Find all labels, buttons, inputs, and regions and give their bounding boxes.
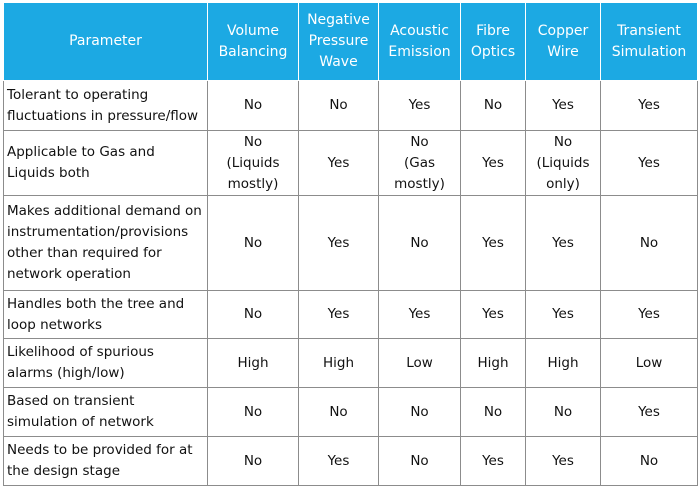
cell-fibre-optics: No [461,81,526,131]
table-row [4,291,698,339]
header-transient-simulation: Transient Simulation [601,3,698,81]
table-row [4,196,698,291]
table-row [4,388,698,437]
cell-fibre-optics: Yes [461,196,526,291]
cell-acoustic-emission: No [379,388,461,437]
header-negative-pressure-wave: Negative Pressure Wave [299,3,379,81]
cell-negative-pressure-wave: Yes [299,196,379,291]
cell-negative-pressure-wave: Yes [299,131,379,196]
table-row [4,131,698,196]
cell-negative-pressure-wave: Yes [299,291,379,339]
header-acoustic-emission: Acoustic Emission [379,3,461,81]
table-row [4,81,698,131]
header-copper-wire: Copper Wire [526,3,601,81]
table-row [4,339,698,388]
cell-acoustic-emission: Yes [379,291,461,339]
cell-copper-wire: Yes [526,196,601,291]
cell-transient-simulation: No [601,437,698,486]
cell-transient-simulation: Yes [601,291,698,339]
row-parameter: Makes additional demand on instrumentation/provisions other than required for network operation [4,196,208,291]
comparison-table [3,2,698,486]
cell-copper-wire: High [526,339,601,388]
cell-volume-balancing: No [208,81,299,131]
cell-negative-pressure-wave: No [299,388,379,437]
cell-volume-balancing: No [208,196,299,291]
header-fibre-optics: Fibre Optics [461,3,526,81]
cell-acoustic-emission: No (Gas mostly) [379,131,461,196]
row-parameter: Tolerant to operating fluctuations in pressure/flow [4,81,208,131]
cell-negative-pressure-wave: Yes [299,437,379,486]
cell-transient-simulation: Yes [601,388,698,437]
cell-acoustic-emission: Yes [379,81,461,131]
cell-volume-balancing: High [208,339,299,388]
cell-copper-wire: Yes [526,437,601,486]
cell-copper-wire: No (Liquids only) [526,131,601,196]
cell-transient-simulation: No [601,196,698,291]
cell-transient-simulation: Yes [601,81,698,131]
cell-copper-wire: Yes [526,81,601,131]
header-volume-balancing: Volume Balancing [208,3,299,81]
cell-acoustic-emission: No [379,196,461,291]
cell-fibre-optics: Yes [461,131,526,196]
cell-negative-pressure-wave: High [299,339,379,388]
row-parameter: Likelihood of spurious alarms (high/low) [4,339,208,388]
cell-negative-pressure-wave: No [299,81,379,131]
cell-transient-simulation: Low [601,339,698,388]
cell-volume-balancing: No (Liquids mostly) [208,131,299,196]
cell-volume-balancing: No [208,388,299,437]
cell-acoustic-emission: Low [379,339,461,388]
cell-fibre-optics: High [461,339,526,388]
table-row [4,437,698,486]
row-parameter: Based on transient simulation of network [4,388,208,437]
cell-fibre-optics: No [461,388,526,437]
cell-volume-balancing: No [208,437,299,486]
row-parameter: Handles both the tree and loop networks [4,291,208,339]
cell-copper-wire: Yes [526,291,601,339]
row-parameter: Applicable to Gas and Liquids both [4,131,208,196]
cell-fibre-optics: Yes [461,437,526,486]
header-parameter: Parameter [4,3,208,81]
cell-volume-balancing: No [208,291,299,339]
cell-acoustic-emission: No [379,437,461,486]
row-parameter: Needs to be provided for at the design stage [4,437,208,486]
cell-transient-simulation: Yes [601,131,698,196]
cell-copper-wire: No [526,388,601,437]
header-row [4,3,698,81]
cell-fibre-optics: Yes [461,291,526,339]
